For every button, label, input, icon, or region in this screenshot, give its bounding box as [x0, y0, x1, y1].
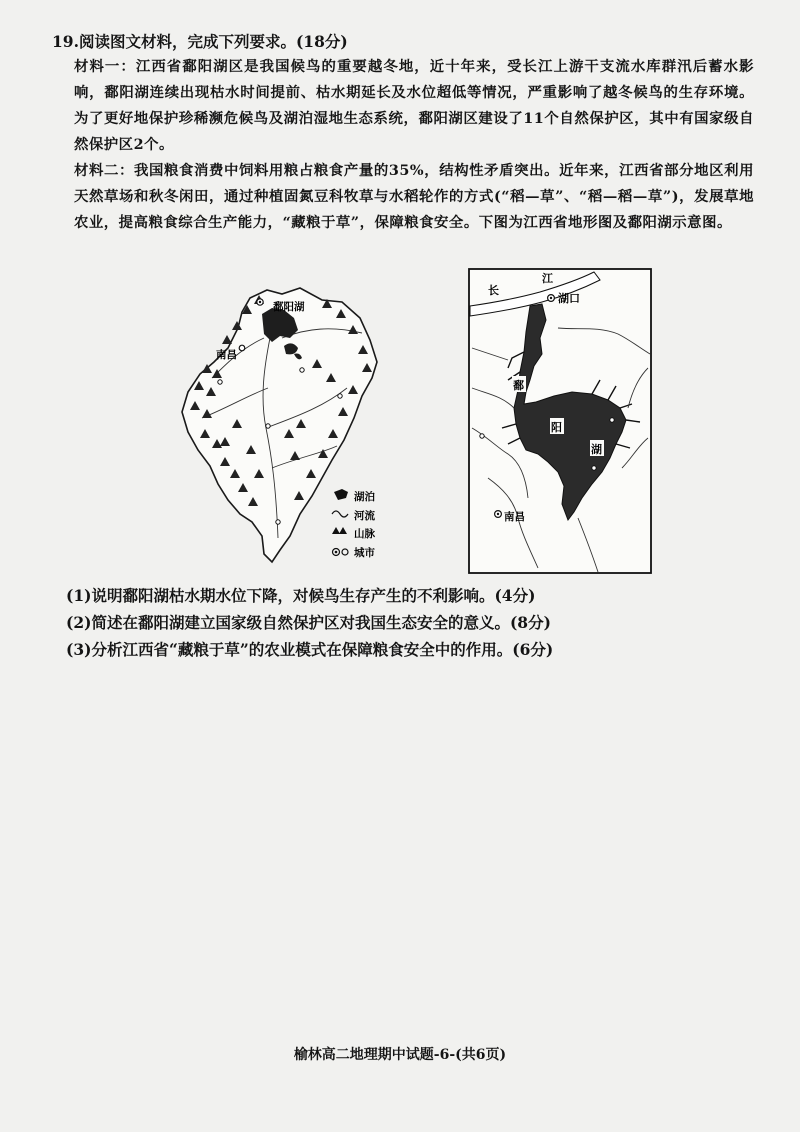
label-hukou: 湖口 — [558, 292, 580, 305]
map-legend — [332, 489, 375, 559]
jiangxi-topographic-map — [172, 278, 410, 574]
city-symbol-icon — [333, 549, 349, 556]
label-yang: 阳 — [551, 421, 562, 434]
legend-label: 湖泊 — [354, 491, 375, 503]
label-chang: 长 — [488, 284, 499, 297]
label-jiang: 江 — [542, 272, 553, 285]
sub-question-1: (1)说明鄱阳湖枯水期水位下降，对候鸟生存产生的不利影响。(4分) — [66, 586, 536, 605]
question-title: 19.阅读图文材料，完成下列要求。(18分) — [52, 32, 348, 51]
poyang-lake-schematic-map — [468, 268, 652, 574]
sub-question-2: (2)简述在鄱阳湖建立国家级自然保护区对我国生态安全的意义。(8分) — [66, 613, 551, 632]
label-po: 鄱 — [513, 379, 524, 392]
label-nanchang: 南昌 — [504, 511, 525, 523]
page-footer: 榆林高二地理期中试题-6-(共6页) — [293, 1047, 507, 1063]
material-one: 材料一：江西省鄱阳湖区是我国候鸟的重要越冬地，近十年来，受长江上游干支流水库群汛后蓄水影响，鄱阳湖连续出现枯水时间提前、枯水期延长及水位超低等情况，严重影响了越冬候鸟的生存环境。为了更好地保护珍稀濒危候鸟及湖泊湿地生态系统，鄱阳湖区建设了11个自然保护区，其中有国家级自然保护区2个。 — [74, 58, 754, 153]
city-label-nanchang: 南昌 — [216, 349, 237, 361]
river-symbol-icon — [332, 511, 348, 517]
legend-label: 城市 — [354, 547, 375, 559]
mountain-symbol-icon — [332, 527, 347, 534]
lake-label: 鄱阳湖 — [273, 301, 305, 313]
legend-label: 山脉 — [354, 528, 375, 540]
legend-label: 河流 — [354, 510, 375, 522]
material-two: 材料二：我国粮食消费中饲料用粮占粮食产量的35%，结构性矛盾突出。近年来，江西省部分地区利用天然草场和秋冬闲田，通过种植固氮豆科牧草与水稻轮作的方式(“稻—草”、“稻—稻—草”)，发展草地农业，提高粮食综合生产能力，“藏粮于草”，保障粮食安全。下图为江西省地形图及鄱阳湖示意图。 — [74, 162, 754, 231]
lake-symbol-icon — [334, 489, 348, 500]
sub-question-3: (3)分析江西省“藏粮于草”的农业模式在保障粮食安全中的作用。(6分) — [66, 640, 554, 659]
label-hu: 湖 — [591, 443, 602, 456]
